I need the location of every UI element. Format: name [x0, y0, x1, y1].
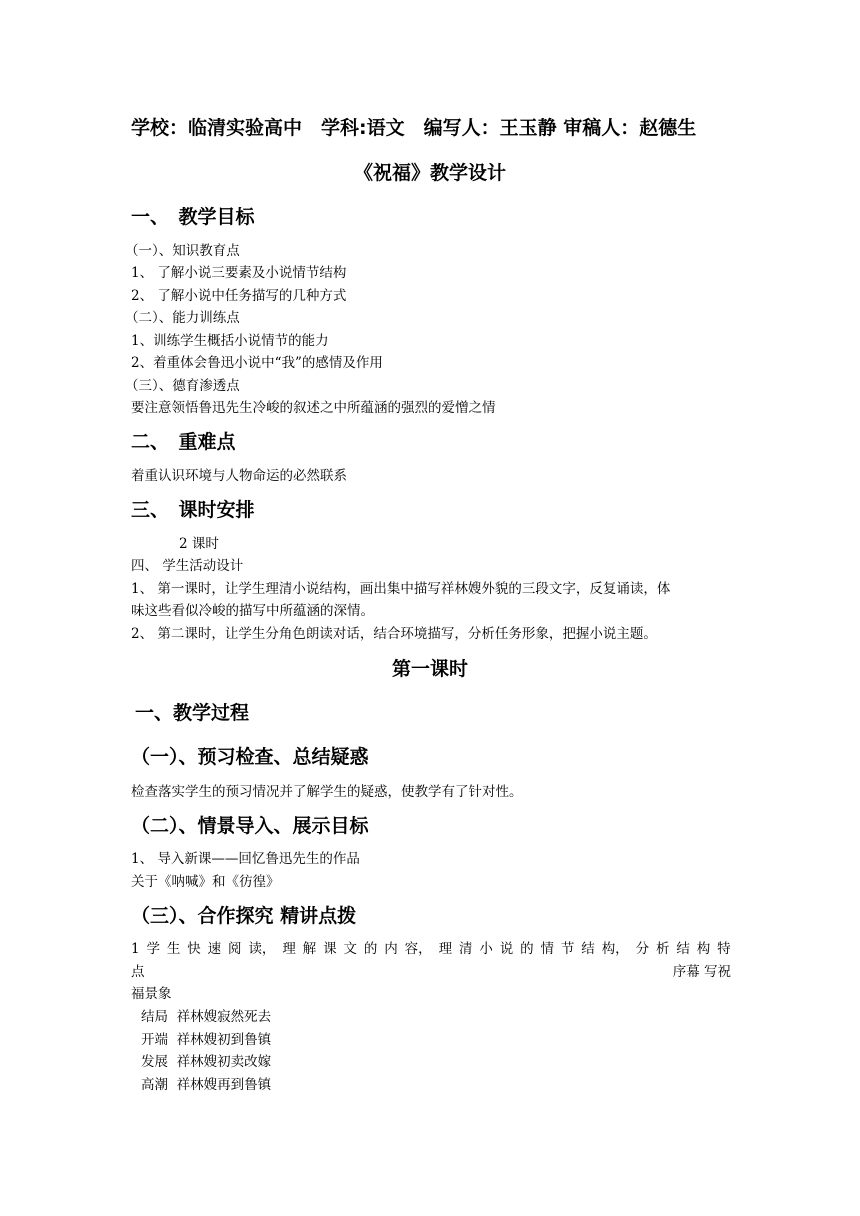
- text-segment: 生: [166, 941, 181, 957]
- step-heading: （三）、合作探究 精讲点拨: [131, 905, 357, 927]
- structure-content: 祥林嫂初到鲁镇: [176, 1032, 272, 1048]
- structure-content: 祥林嫂寂然死去: [176, 1009, 272, 1025]
- text-segment: 小: [479, 941, 493, 957]
- list-item: 2、 第二课时，让学生分角色朗读对话，结合环境描写，分析任务形象，把握小说主题。: [131, 626, 657, 642]
- structure-row: [141, 1034, 271, 1048]
- list-item: 1、 第一课时，让学生理清小说结构，画出集中描写祥林嫂外貌的三段文字，反复诵读，体: [131, 581, 671, 597]
- list-item: 2、着重体会鲁迅小说中“我”的感情及作用: [131, 355, 383, 371]
- lesson-title: 第一课时: [391, 658, 468, 680]
- text-segment: 解: [302, 941, 317, 957]
- justified-paragraph-line: [131, 943, 731, 957]
- text-segment: 内: [384, 941, 398, 957]
- subheading-knowledge: （一）、知识教育点: [125, 243, 240, 259]
- text-segment: 特: [717, 941, 731, 957]
- text-segment: 节: [560, 941, 575, 957]
- structure-row: [141, 1079, 271, 1093]
- structure-row: [141, 1011, 271, 1025]
- paragraph: 检查落实学生的预习情况并了解学生的疑惑，使教学有了针对性。: [131, 784, 523, 800]
- process-heading: 一、教学过程: [135, 702, 250, 724]
- list-item: 1、训练学生概括小说情节的能力: [131, 333, 329, 349]
- list-item-continuation: 味这些看似冷峻的描写中所蕴涵的深情。: [131, 603, 374, 619]
- text-segment: 课: [323, 941, 337, 957]
- section-heading-goals: 一、 教学目标: [131, 206, 255, 228]
- section-heading-activities: 四、 学生活动设计: [131, 558, 244, 574]
- list-item: 要注意领悟鲁迅先生冷峻的叙述之中所蕴涵的强烈的爱憎之情: [131, 400, 496, 416]
- text-segment: 理: [438, 941, 453, 957]
- text-segment: 序幕 写祝: [672, 964, 731, 980]
- structure-part: 结局: [141, 1009, 168, 1025]
- text-segment: 情: [540, 941, 555, 957]
- section-heading-difficulties: 二、 重难点: [131, 431, 236, 453]
- text-segment: 理: [282, 941, 296, 957]
- text-segment: 的: [520, 941, 534, 957]
- list-item: 1、 导入新课——回忆鲁迅先生的作品: [131, 851, 360, 867]
- text-segment: 读，: [248, 941, 276, 957]
- text-segment: 说: [499, 941, 514, 957]
- text-segment: 阅: [228, 941, 242, 957]
- step-heading: （一）、预习检查、总结疑惑: [131, 746, 369, 768]
- text-segment: 的: [363, 941, 378, 957]
- text-segment: 结: [581, 941, 595, 957]
- subheading-moral: （三）、德育渗透点: [125, 378, 240, 394]
- structure-part: 开端: [141, 1032, 168, 1048]
- structure-row: [141, 1056, 271, 1070]
- subheading-ability: （二）、能力训练点: [125, 310, 240, 326]
- paragraph-continuation: 福景象: [131, 986, 172, 1002]
- text-segment: 分: [635, 941, 650, 957]
- text-segment: 清: [458, 941, 473, 957]
- text-segment: 文: [343, 941, 357, 957]
- structure-part: 高潮: [141, 1077, 168, 1093]
- structure-content: 祥林嫂再到鲁镇: [176, 1077, 272, 1093]
- text-segment: 速: [207, 941, 222, 957]
- paragraph: 关于《呐喊》和《彷徨》: [131, 874, 280, 890]
- document-title: 《祝福》教学设计: [353, 162, 506, 184]
- paragraph: 着重认识环境与人物命运的必然联系: [131, 468, 347, 484]
- justified-paragraph-line: [131, 966, 731, 980]
- structure-part: 发展: [141, 1054, 168, 1070]
- text-segment: 点: [131, 964, 145, 980]
- paragraph: 2 课时: [179, 536, 219, 552]
- text-segment: 析: [655, 941, 670, 957]
- step-heading: （二）、情景导入、展示目标: [131, 815, 369, 837]
- text-segment: 结: [676, 941, 690, 957]
- text-segment: 容，: [404, 941, 432, 957]
- text-segment: 1: [131, 941, 140, 957]
- list-item: 2、 了解小说中任务描写的几种方式: [131, 288, 347, 304]
- structure-content: 祥林嫂初卖改嫁: [176, 1054, 272, 1070]
- text-segment: 构，: [601, 941, 629, 957]
- text-segment: 学: [146, 941, 160, 957]
- text-segment: 快: [187, 941, 201, 957]
- header-info: 学校：临清实验高中 学科:语文 编写人：王玉静 审稿人：赵德生: [131, 117, 697, 139]
- section-heading-schedule: 三、 课时安排: [131, 499, 255, 521]
- text-segment: 构: [696, 941, 711, 957]
- list-item: 1、 了解小说三要素及小说情节结构: [131, 265, 347, 281]
